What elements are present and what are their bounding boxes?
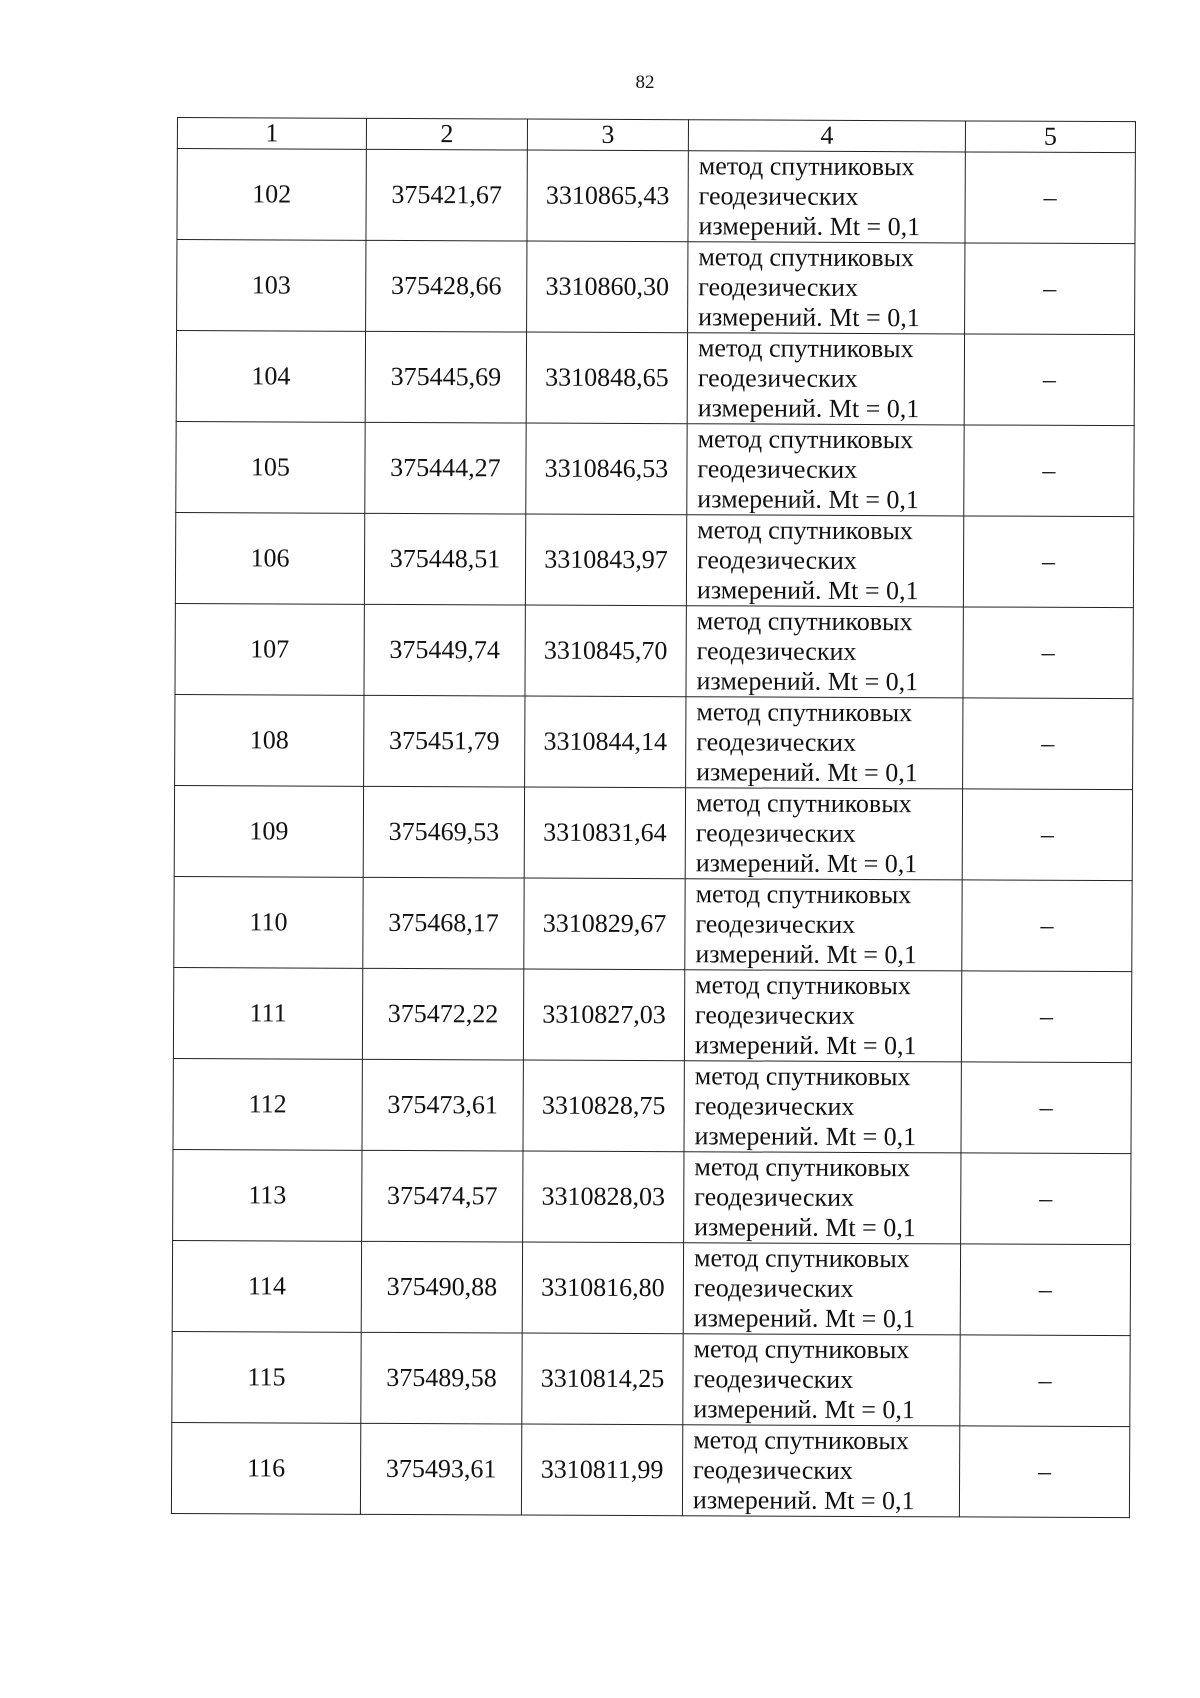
method-line: измерений. Mt = 0,1 [696,575,919,606]
table-row [173,1058,1131,1153]
column-header-3: 3 [527,119,688,151]
method-line: измерений. Mt = 0,1 [696,757,918,788]
x-coordinate-cell: 375468,17 [363,877,524,969]
point-number-cell: 116 [171,1422,360,1514]
method-cell [686,606,963,698]
note-cell: – [961,971,1131,1063]
note-cell: – [961,1153,1131,1245]
table-body [171,149,1135,1518]
point-number-cell: 106 [175,512,364,604]
table-row [177,240,1135,335]
method-line: геодезических [697,363,858,393]
method-line: метод спутниковых [693,1243,910,1274]
method-cell [684,1061,961,1153]
y-coordinate-cell: 3310828,03 [523,1151,684,1243]
note-cell: – [962,789,1132,881]
method-cell [683,1334,960,1426]
method-cell [685,788,962,880]
method-line: измерений. Mt = 0,1 [693,1394,916,1425]
point-number-cell: 110 [174,876,363,968]
x-coordinate-cell: 375472,22 [362,968,523,1060]
y-coordinate-cell: 3310865,43 [527,150,688,242]
page-number: 82 [635,72,655,93]
method-cell [688,242,965,334]
point-number-cell: 115 [172,1331,361,1423]
method-line: геодезических [696,636,857,666]
point-number-cell: 102 [177,149,366,241]
method-cell [688,151,965,243]
method-line: измерений. Mt = 0,1 [694,1030,917,1061]
method-line: измерений. Mt = 0,1 [695,939,918,970]
method-line: геодезических [697,545,857,575]
method-line: геодезических [695,909,856,939]
method-line: метод спутниковых [695,788,912,819]
point-number-cell: 103 [177,240,366,332]
method-line: измерений. Mt = 0,1 [697,393,920,424]
method-line: метод спутниковых [696,606,913,637]
method-line: геодезических [694,1182,855,1212]
point-number-cell: 114 [172,1240,361,1332]
table-row [175,694,1133,789]
table-row [173,967,1131,1062]
point-number-cell: 108 [175,694,364,786]
table-row [174,785,1132,880]
method-cell [684,970,961,1062]
x-coordinate-cell: 375469,53 [363,786,524,878]
method-line: метод спутниковых [693,1425,909,1456]
point-number-cell: 113 [173,1149,362,1241]
method-line: метод спутниковых [698,151,915,182]
method-line: измерений. Mt = 0,1 [692,1485,915,1516]
method-line: геодезических [693,1455,853,1485]
method-line: геодезических [698,181,859,211]
y-coordinate-cell: 3310829,67 [524,878,685,970]
table-row [175,603,1133,698]
point-number-cell: 105 [176,421,365,513]
x-coordinate-cell: 375428,66 [366,240,527,332]
method-line: метод спутниковых [694,1152,911,1183]
x-coordinate-cell: 375421,67 [366,149,527,241]
x-coordinate-cell: 375444,27 [365,422,526,514]
method-line: метод спутниковых [693,1334,910,1365]
x-coordinate-cell: 375449,74 [364,604,525,696]
method-cell [682,1425,959,1517]
note-cell: – [965,243,1135,335]
note-cell: – [960,1244,1130,1336]
method-cell [684,1152,961,1244]
x-coordinate-cell: 375490,88 [361,1241,522,1333]
point-number-cell: 109 [174,785,363,877]
method-line: измерений. Mt = 0,1 [695,848,918,879]
table-row [171,1422,1129,1517]
y-coordinate-cell: 3310860,30 [527,241,688,333]
note-cell: – [965,152,1135,244]
table-row [176,421,1134,516]
column-header-1: 1 [177,118,366,150]
y-coordinate-cell: 3310814,25 [522,1333,683,1425]
point-number-cell: 107 [175,603,364,695]
table-header-row [177,118,1135,153]
method-cell [686,697,963,789]
y-coordinate-cell: 3310816,80 [522,1242,683,1334]
method-line: геодезических [696,727,857,757]
method-line: метод спутниковых [695,970,911,1001]
method-cell [685,879,962,971]
method-line: измерений. Mt = 0,1 [694,1121,917,1152]
coordinates-table [171,117,1136,1518]
method-line: метод спутниковых [697,333,914,364]
method-line: метод спутниковых [694,1061,911,1092]
x-coordinate-cell: 375493,61 [360,1423,521,1515]
note-cell: – [960,1335,1130,1427]
x-coordinate-cell: 375448,51 [364,513,525,605]
y-coordinate-cell: 3310844,14 [525,696,686,788]
method-line: измерений. Mt = 0,1 [698,302,920,333]
method-line: метод спутниковых [697,515,913,546]
method-line: геодезических [693,1364,854,1394]
table-row [173,1149,1131,1244]
table-row [172,1240,1130,1335]
y-coordinate-cell: 3310828,75 [523,1060,684,1152]
table-row [172,1331,1130,1426]
y-coordinate-cell: 3310827,03 [523,969,684,1061]
table-row [175,512,1133,607]
note-cell: – [962,880,1132,972]
y-coordinate-cell: 3310845,70 [525,605,686,697]
table-row [174,876,1132,971]
x-coordinate-cell: 375473,61 [362,1059,523,1151]
table-row [176,331,1134,426]
method-line: измерений. Mt = 0,1 [696,666,919,697]
method-line: геодезических [695,1000,855,1030]
point-number-cell: 104 [176,331,365,423]
method-line: геодезических [697,454,858,484]
note-cell: – [963,516,1133,608]
method-line: геодезических [698,272,859,302]
point-number-cell: 111 [173,967,362,1059]
note-cell: – [959,1426,1129,1518]
x-coordinate-cell: 375489,58 [361,1332,522,1424]
note-cell: – [964,334,1134,426]
method-cell [687,333,964,425]
y-coordinate-cell: 3310811,99 [521,1424,682,1516]
y-coordinate-cell: 3310831,64 [524,787,685,879]
note-cell: – [963,607,1133,699]
method-line: измерений. Mt = 0,1 [693,1303,916,1334]
method-line: метод спутниковых [695,879,912,910]
method-line: измерений. Mt = 0,1 [694,1212,916,1243]
column-header-2: 2 [366,118,527,150]
x-coordinate-cell: 375474,57 [362,1150,523,1242]
y-coordinate-cell: 3310848,65 [526,332,687,424]
point-number-cell: 112 [173,1058,362,1150]
method-line: метод спутниковых [698,242,915,273]
method-cell [687,424,964,516]
y-coordinate-cell: 3310846,53 [526,423,687,515]
note-cell: – [964,425,1134,517]
x-coordinate-cell: 375451,79 [364,695,525,787]
method-line: геодезических [695,818,856,848]
x-coordinate-cell: 375445,69 [365,331,526,423]
note-cell: – [963,698,1133,790]
method-line: геодезических [694,1091,855,1121]
note-cell: – [961,1062,1131,1154]
method-line: измерений. Mt = 0,1 [697,484,920,515]
method-cell [683,1243,960,1335]
method-line: метод спутниковых [696,697,913,728]
method-line: метод спутниковых [697,424,914,455]
method-cell [686,515,963,607]
method-line: измерений. Mt = 0,1 [698,211,921,242]
method-line: геодезических [693,1273,854,1303]
column-header-4: 4 [688,120,965,152]
table-row [177,149,1135,244]
column-header-5: 5 [965,121,1135,153]
y-coordinate-cell: 3310843,97 [525,514,686,606]
